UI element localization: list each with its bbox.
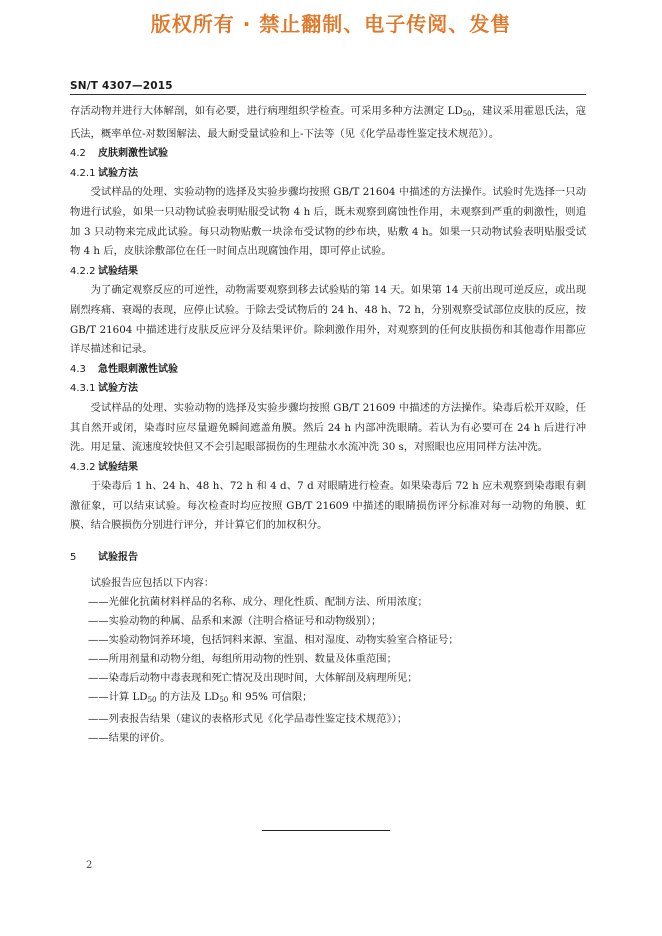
list-item: ——实验动物饲养环境，包括饲料来源、室温、相对湿度、动物实验室合格证号； [88,634,459,647]
section-4-3-1-heading [70,379,586,399]
section-title: 试验结果 [98,461,138,473]
section-title: 试验方法 [98,167,138,179]
page-number: 2 [86,860,93,871]
section-4-2-2-heading [70,262,586,282]
section-4-2-1-heading [70,164,586,184]
section-4-3-2-text: 于染毒后 1 h、24 h、48 h、72 h 和 4 d、7 d 对眼睛进行检查。如果染毒后 72 h 应未观察到染毒眼有刺激征象，可以结束试验。每次检查时均应按照 GB/T 21609 中描述的眼睛损伤评分标准对每一动物的角膜、虹膜、结合膜损伤分别进行评分，并计算它们的加权积分。 [70,480,586,532]
list-item: ——染毒后动物中毒表现和死亡情况及出现时间，大体解剖及病理所见； [88,672,418,685]
report-intro: 试验报告应包括以下内容： [90,576,215,589]
section-title: 试验报告 [98,552,138,564]
subscript-50: 50 [462,110,472,118]
list-item: ——光催化抗菌材料样品的名称、成分、理化性质、配制方法、所用浓度； [88,596,428,609]
section-number: 4.3.2 [70,461,96,473]
section-4-2-2-text: 为了确定观察反应的可逆性，动物需要观察到移去试验贴的第 14 天。如果第 14 天前出现可逆反应，或出现剧烈疼痛、衰竭的表现，应停止试验。于除去受试物后的 24 h、48 h、72 h，分别观察受试部位皮肤的反应，按 GB/T 21604 中描述进行皮肤反应评分及结果评价。除刺激作用外，对观察到的任何皮肤损伤和其他毒作用都应详尽描述和记录。 [70,284,586,356]
section-title: 皮肤刺激性试验 [98,148,168,160]
report-items-list [70,593,586,748]
section-4-3-2-heading [70,458,586,478]
header-rule [70,94,586,95]
list-item: ——实验动物的种属、品系和来源（注明合格证号和动物级别）； [88,615,382,628]
section-number: 5 [70,552,77,564]
section-number: 4.2 [70,148,86,160]
section-number: 4.3 [70,363,86,375]
continuation-paragraph: 存活动物并进行大体解剖，如有必要，进行病理组织学检查。可采用多种方法测定 $LD_{50}$，建议采用霍恩氏法，寇氏法，概率单位-对数图解法、最大耐受量试验和上-下法等（见《化学品毒性鉴定技术规范》）。 [70,105,586,140]
section-title: 试验方法 [98,383,138,395]
section-number: 4.2.2 [70,265,96,277]
list-item: ——所用剂量和动物分组，每组所用动物的性别、数量及体重范围； [88,653,397,666]
standard-code: SN/T 4307—2015 [70,80,173,92]
section-number: 4.3.1 [70,383,96,395]
section-4-2-heading [70,144,586,164]
section-5-heading [70,548,586,568]
section-4-3-1-text: 受试样品的处理、实验动物的选择及实验步骤均按照 GB/T 21609 中描述的方法操作。染毒后松开双睑，任其自然开或闭，染毒时应尽量避免瞬间遮盖角膜。然后 24 h 内部冲洗眼睛。若认为有必要可在 24 h 后进行冲洗。用足量、流速度较快但又不会引起眼部损伤的生理盐水水流冲洗 30 s，对照眼也应用同样方法冲洗。 [70,401,586,454]
list-item: ——列表报告结果（建议的表格形式见《化学品毒性鉴定技术规范》）； [88,713,408,726]
document-body [70,102,586,748]
section-number: 4.2.1 [70,167,96,179]
list-item: ——结果的评价。 [88,732,171,745]
section-4-2-1-text: 受试样品的处理、实验动物的选择及实验步骤均按照 GB/T 21604 中描述的方法操作。试验时先选择一只动物进行试验，如果一只动物试验表明贴服受试物 4 h 后，既未观察到腐蚀性作用，未观察到严重的刺激性，则追加 3 只动物来完成此试验。每只动物贴敷一块涂布受试物的纱布块，贴敷 4 h。如果一只动物试验表明贴服受试物 4 h 后，皮肤涂敷部位在任一时间点出现腐蚀作用，即可停止试验。 [70,186,586,258]
section-title: 试验结果 [98,265,138,277]
watermark: 版权所有 · 禁止翻制、电子传阅、发售 [150,12,512,36]
section-4-3-heading [70,360,586,380]
end-rule [262,830,390,831]
subscript-50: 50 [147,696,157,705]
subscript-50: 50 [219,696,229,705]
section-title: 急性眼刺激性试验 [98,363,178,375]
list-item: ——计算 $LD_{50}$ 的方法及 $LD_{50}$ 和 95% 可信限； [88,691,313,705]
